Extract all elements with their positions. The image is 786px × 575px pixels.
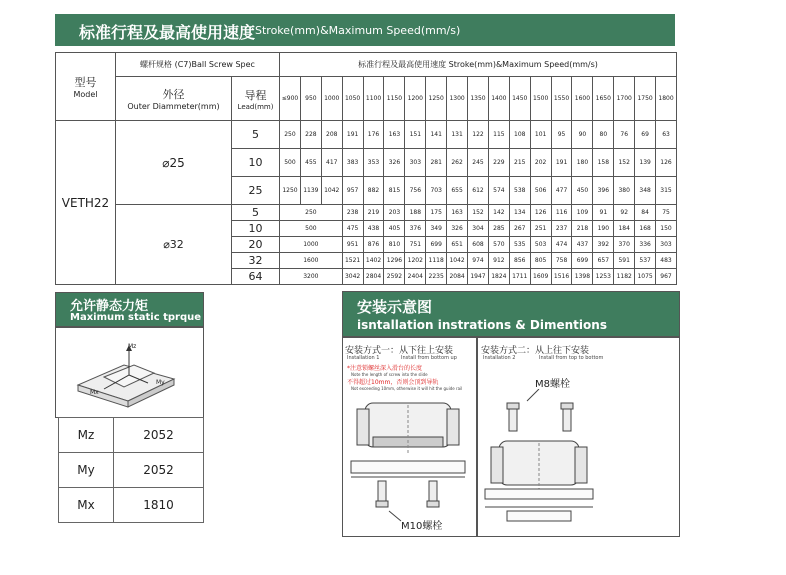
method1-note1: *注意锁螺丝深入滑台的长度 — [347, 365, 423, 372]
speed-cell: 370 — [614, 237, 635, 253]
speed-cell: 1075 — [635, 269, 656, 285]
speed-cell: 967 — [656, 269, 677, 285]
speed-cell: 203 — [384, 205, 405, 221]
speed-cell: 655 — [447, 177, 468, 205]
speed-cell: 237 — [551, 221, 572, 237]
stroke-header-cell: 1100 — [363, 77, 384, 121]
speed-cell: 417 — [321, 149, 342, 177]
speed-cell: 506 — [530, 177, 551, 205]
speed-cell: 76 — [614, 121, 635, 149]
speed-cell: 537 — [635, 253, 656, 269]
method2-sub: Installation 2 — [483, 355, 516, 361]
speed-cell: 2235 — [426, 269, 447, 285]
speed-cell: 751 — [405, 237, 426, 253]
speed-cell: 349 — [426, 221, 447, 237]
torque-value-cell: 2052 — [113, 453, 203, 488]
axis-my-label: My — [156, 379, 165, 386]
speed-cell: 95 — [551, 121, 572, 149]
speed-cell: 1516 — [551, 269, 572, 285]
speed-cell: 142 — [488, 205, 509, 221]
speed-cell: 1182 — [614, 269, 635, 285]
speed-cell: 1600 — [280, 253, 343, 269]
speed-cell: 250 — [280, 205, 343, 221]
speed-cell: 574 — [488, 177, 509, 205]
method2-drawing — [477, 389, 679, 536]
stroke-header-cell: 1450 — [509, 77, 530, 121]
torque-title-en: Maximum static tprque — [70, 312, 202, 323]
lead-cn: 导程 — [244, 88, 267, 102]
lead-cell: 10 — [232, 149, 280, 177]
speed-cell: 90 — [572, 121, 593, 149]
speed-cell: 281 — [426, 149, 447, 177]
speed-cell: 756 — [405, 177, 426, 205]
speed-cell: 805 — [530, 253, 551, 269]
speed-cell: 570 — [488, 237, 509, 253]
speed-cell: 455 — [300, 149, 321, 177]
speed-cell: 1947 — [468, 269, 489, 285]
speed-cell: 109 — [572, 205, 593, 221]
speed-cell: 2084 — [447, 269, 468, 285]
speed-cell: 151 — [405, 121, 426, 149]
speed-cell: 190 — [593, 221, 614, 237]
speed-cell: 383 — [342, 149, 363, 177]
method1-note1-en: Note the length of screw into the slide — [351, 372, 428, 377]
speed-cell: 2804 — [363, 269, 384, 285]
speed-cell: 228 — [300, 121, 321, 149]
speed-cell: 158 — [593, 149, 614, 177]
speed-cell: 208 — [321, 121, 342, 149]
speed-cell: 856 — [509, 253, 530, 269]
method1-title: 安装方式一：从下往上安装 — [345, 346, 454, 356]
speed-cell: 188 — [405, 205, 426, 221]
speed-cell: 245 — [468, 149, 489, 177]
speed-cell: 108 — [509, 121, 530, 149]
main-title-bar — [55, 14, 675, 46]
speed-cell: 304 — [468, 221, 489, 237]
speed-cell: 134 — [509, 205, 530, 221]
table-row — [59, 418, 204, 453]
install-title-cn: 安装示意图 — [357, 298, 433, 316]
torque-name-cell: Mz — [59, 418, 114, 453]
speed-cell: 882 — [363, 177, 384, 205]
stroke-header-cell: 1000 — [321, 77, 342, 121]
speed-cell: 1711 — [509, 269, 530, 285]
model-header-en: Model — [73, 90, 98, 99]
table-row — [59, 453, 204, 488]
torque-value-cell: 1810 — [113, 488, 203, 523]
speed-cell: 215 — [509, 149, 530, 177]
speed-cell: 1118 — [426, 253, 447, 269]
speed-cell: 376 — [405, 221, 426, 237]
speed-cell: 815 — [384, 177, 405, 205]
speed-cell: 475 — [342, 221, 363, 237]
speed-cell: 84 — [635, 205, 656, 221]
axis-mx-label: Mx — [90, 389, 99, 396]
speed-cell: 1296 — [384, 253, 405, 269]
slide-iso-icon — [56, 327, 203, 417]
stroke-header-cell: 1300 — [447, 77, 468, 121]
torque-name-cell: My — [59, 453, 114, 488]
speed-cell: 1139 — [300, 177, 321, 205]
method1-sub2: Install from bottom up — [401, 355, 457, 361]
speed-cell: 122 — [468, 121, 489, 149]
speed-cell: 1042 — [447, 253, 468, 269]
speed-cell: 699 — [572, 253, 593, 269]
speed-cell: 267 — [509, 221, 530, 237]
stroke-speed-header: 标准行程及最高使用速度 Stroke(mm)&Maximum Speed(mm/s) — [280, 53, 677, 77]
diameter-cell: ⌀25 — [116, 121, 232, 205]
speed-cell: 184 — [614, 221, 635, 237]
speed-cell: 139 — [635, 149, 656, 177]
speed-cell: 608 — [468, 237, 489, 253]
torque-table — [58, 417, 204, 523]
speed-cell: 92 — [614, 205, 635, 221]
stroke-header-cell: 1650 — [593, 77, 614, 121]
diameter-cell: ⌀32 — [116, 205, 232, 285]
model-header — [56, 53, 116, 121]
speed-cell: 2404 — [405, 269, 426, 285]
install-method-2 — [476, 336, 680, 537]
lead-cell: 10 — [232, 221, 280, 237]
speed-cell: 1609 — [530, 269, 551, 285]
speed-cell: 80 — [593, 121, 614, 149]
outer-diameter-cn: 外径 — [162, 88, 185, 101]
stroke-header-cell: 1750 — [635, 77, 656, 121]
lead-en: Lead(mm) — [237, 102, 274, 111]
speed-cell: 2592 — [384, 269, 405, 285]
stroke-header-cell: 1600 — [572, 77, 593, 121]
stroke-speed-table — [55, 52, 677, 285]
method1-bolt-label: M10螺栓 — [401, 521, 443, 532]
speed-cell: 1202 — [405, 253, 426, 269]
speed-cell: 285 — [488, 221, 509, 237]
speed-cell: 1042 — [321, 177, 342, 205]
speed-cell: 163 — [384, 121, 405, 149]
torque-name-cell: Mx — [59, 488, 114, 523]
method1-sub: Installation 1 — [347, 355, 380, 361]
model-header-cn: 型号 — [74, 76, 97, 89]
speed-cell: 353 — [363, 149, 384, 177]
speed-cell: 3200 — [280, 269, 343, 285]
lead-cell: 32 — [232, 253, 280, 269]
lead-header — [232, 77, 280, 121]
method1-note2: 不得超过10mm，否则会顶到导轨 — [347, 379, 439, 386]
lead-cell: 25 — [232, 177, 280, 205]
speed-cell: 405 — [384, 221, 405, 237]
table-row — [56, 205, 677, 221]
speed-cell: 538 — [509, 177, 530, 205]
speed-cell: 75 — [656, 205, 677, 221]
speed-cell: 474 — [551, 237, 572, 253]
speed-cell: 612 — [468, 177, 489, 205]
speed-cell: 69 — [635, 121, 656, 149]
torque-value-cell: 2052 — [113, 418, 203, 453]
table-row — [56, 121, 677, 149]
speed-cell: 191 — [342, 121, 363, 149]
speed-cell: 1824 — [488, 269, 509, 285]
speed-cell: 326 — [447, 221, 468, 237]
outer-diameter-header — [116, 77, 232, 121]
speed-cell: 1250 — [280, 177, 301, 205]
speed-cell: 810 — [384, 237, 405, 253]
speed-cell: 126 — [656, 149, 677, 177]
speed-cell: 500 — [280, 221, 343, 237]
stroke-header-cell: 1350 — [468, 77, 489, 121]
speed-cell: 396 — [593, 177, 614, 205]
speed-cell: 336 — [635, 237, 656, 253]
speed-cell: 912 — [488, 253, 509, 269]
method2-title: 安装方式二：从上往下安装 — [481, 346, 590, 356]
speed-cell: 951 — [342, 237, 363, 253]
speed-cell: 957 — [342, 177, 363, 205]
speed-cell: 535 — [509, 237, 530, 253]
speed-cell: 438 — [363, 221, 384, 237]
speed-cell: 63 — [656, 121, 677, 149]
speed-cell: 483 — [656, 253, 677, 269]
speed-cell: 168 — [635, 221, 656, 237]
speed-cell: 229 — [488, 149, 509, 177]
lead-cell: 5 — [232, 121, 280, 149]
main-title-en: Stroke(mm)&Maximum Speed(mm/s) — [255, 24, 461, 37]
stroke-header-cell: 1250 — [426, 77, 447, 121]
main-title-cn: 标准行程及最高使用速度 — [79, 23, 256, 42]
stroke-header-cell: 1700 — [614, 77, 635, 121]
speed-cell: 163 — [447, 205, 468, 221]
speed-cell: 131 — [447, 121, 468, 149]
speed-cell: 141 — [426, 121, 447, 149]
outer-diameter-en: Outer Diammeter(mm) — [127, 102, 220, 111]
speed-cell: 238 — [342, 205, 363, 221]
model-cell: VETH22 — [56, 121, 116, 285]
torque-title-bar — [55, 292, 204, 328]
stroke-header-cell: 1800 — [656, 77, 677, 121]
stroke-header-cell: 1150 — [384, 77, 405, 121]
speed-cell: 315 — [656, 177, 677, 205]
speed-cell: 503 — [530, 237, 551, 253]
install-title-bar — [342, 291, 680, 338]
speed-cell: 380 — [614, 177, 635, 205]
speed-cell: 703 — [426, 177, 447, 205]
speed-cell: 150 — [656, 221, 677, 237]
torque-title-cn: 允许静态力矩 — [70, 299, 149, 314]
speed-cell: 152 — [468, 205, 489, 221]
torque-diagram — [55, 326, 204, 418]
speed-cell: 180 — [572, 149, 593, 177]
speed-cell: 115 — [488, 121, 509, 149]
speed-cell: 202 — [530, 149, 551, 177]
install-method-1 — [342, 336, 478, 537]
speed-cell: 1398 — [572, 269, 593, 285]
speed-cell: 657 — [593, 253, 614, 269]
speed-cell: 191 — [551, 149, 572, 177]
speed-cell: 699 — [426, 237, 447, 253]
speed-cell: 1253 — [593, 269, 614, 285]
speed-cell: 392 — [593, 237, 614, 253]
speed-cell: 348 — [635, 177, 656, 205]
speed-cell: 591 — [614, 253, 635, 269]
speed-cell: 1000 — [280, 237, 343, 253]
speed-cell: 250 — [280, 121, 301, 149]
stroke-header-cell: 1550 — [551, 77, 572, 121]
stroke-header-cell: ≤900 — [280, 77, 301, 121]
stroke-header-cell: 1200 — [405, 77, 426, 121]
screw-spec-header: 螺杆规格 (C7)Ball Screw Spec — [116, 53, 280, 77]
speed-cell: 91 — [593, 205, 614, 221]
speed-cell: 126 — [530, 205, 551, 221]
stroke-header-cell: 1500 — [530, 77, 551, 121]
lead-cell: 64 — [232, 269, 280, 285]
speed-cell: 326 — [384, 149, 405, 177]
stroke-header-cell: 1400 — [488, 77, 509, 121]
speed-cell: 262 — [447, 149, 468, 177]
speed-cell: 500 — [280, 149, 301, 177]
speed-cell: 974 — [468, 253, 489, 269]
speed-cell: 437 — [572, 237, 593, 253]
speed-cell: 876 — [363, 237, 384, 253]
speed-cell: 477 — [551, 177, 572, 205]
speed-cell: 758 — [551, 253, 572, 269]
speed-cell: 450 — [572, 177, 593, 205]
axis-mz-label: Mz — [128, 343, 137, 350]
speed-cell: 3042 — [342, 269, 363, 285]
lead-cell: 5 — [232, 205, 280, 221]
speed-cell: 651 — [447, 237, 468, 253]
speed-cell: 101 — [530, 121, 551, 149]
speed-cell: 1402 — [363, 253, 384, 269]
speed-cell: 1521 — [342, 253, 363, 269]
speed-cell: 251 — [530, 221, 551, 237]
method1-drawing — [343, 393, 477, 536]
speed-cell: 218 — [572, 221, 593, 237]
method2-sub2: Install from top to bottom — [539, 355, 604, 361]
method1-note2-en: Not exceeding 10mm, otherwise it will hit the guide rail — [351, 386, 463, 391]
table-row — [59, 488, 204, 523]
stroke-header-cell: 950 — [300, 77, 321, 121]
speed-cell: 303 — [656, 237, 677, 253]
speed-cell: 303 — [405, 149, 426, 177]
speed-cell: 219 — [363, 205, 384, 221]
lead-cell: 20 — [232, 237, 280, 253]
method2-bolt-label: M8螺栓 — [535, 379, 570, 390]
stroke-header-cell: 1050 — [342, 77, 363, 121]
speed-cell: 175 — [426, 205, 447, 221]
speed-cell: 116 — [551, 205, 572, 221]
speed-cell: 152 — [614, 149, 635, 177]
speed-cell: 176 — [363, 121, 384, 149]
install-title-en: isntallation instrations & Dimentions — [357, 318, 607, 332]
